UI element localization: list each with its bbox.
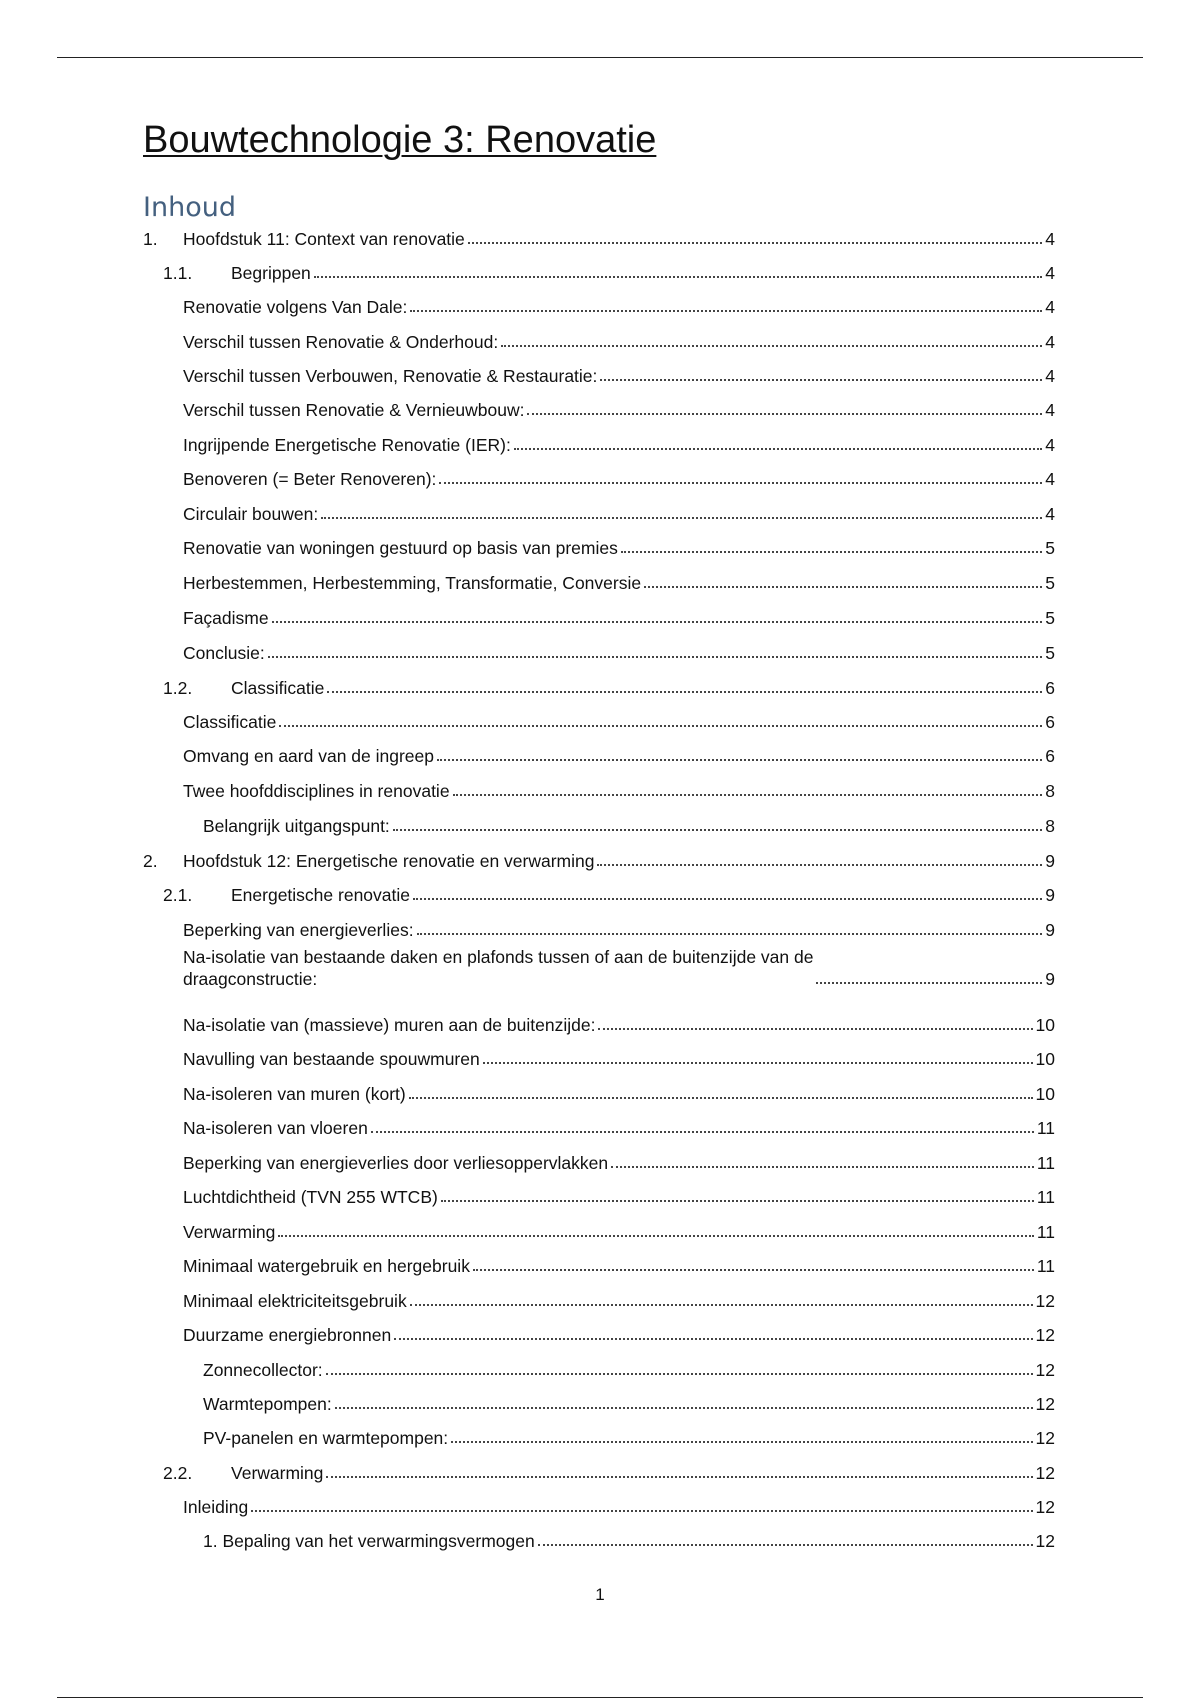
toc-entry-page: 12	[1035, 1463, 1055, 1483]
toc-entry-page: 12	[1035, 1291, 1055, 1311]
toc-entry-text: Verwarming	[183, 1222, 276, 1242]
toc-entry[interactable]	[183, 1219, 1055, 1243]
toc-leader-dots	[816, 982, 1042, 984]
toc-entry-text: Navulling van bestaande spouwmuren	[183, 1049, 480, 1069]
toc-heading: Inhoud	[143, 192, 236, 223]
toc-entry-text: Verschil tussen Renovatie & Vernieuwbouw:	[183, 400, 525, 420]
toc-entry-text: Minimaal watergebruik en hergebruik	[183, 1256, 470, 1276]
toc-entry-text: Na-isolatie van (massieve) muren aan de buitenzijde:	[183, 1015, 596, 1035]
toc-entry[interactable]	[183, 1288, 1055, 1312]
toc-entry-page: 9	[1045, 920, 1055, 940]
toc-leader-dots	[527, 413, 1042, 415]
toc-entry-text: Circulair bouwen:	[183, 504, 319, 524]
toc-entry-text: Minimaal elektriciteitsgebruik	[183, 1291, 407, 1311]
toc-entry[interactable]	[163, 675, 1055, 699]
toc-entry-text: Duurzame energiebronnen	[183, 1325, 392, 1345]
toc-entry-text: PV-panelen en warmtepompen:	[203, 1428, 449, 1448]
toc-entry-page: 11	[1036, 1118, 1055, 1138]
toc-entry[interactable]	[183, 1253, 1055, 1277]
toc-entry-text: Twee hoofddisciplines in renovatie	[183, 781, 450, 801]
toc-leader-dots	[413, 898, 1042, 900]
toc-entry-text: Omvang en aard van de ingreep	[183, 746, 434, 766]
toc-entry-page: 6	[1045, 678, 1055, 698]
toc-entry[interactable]	[183, 1046, 1055, 1070]
toc-entry-text: Classificatie	[231, 678, 325, 698]
toc-entry-page: 4	[1045, 435, 1055, 455]
toc-entry-page: 5	[1045, 538, 1055, 558]
toc-entry-text: Classificatie	[183, 712, 277, 732]
toc-entry[interactable]	[183, 1012, 1055, 1036]
toc-leader-dots	[437, 759, 1042, 761]
toc-entry[interactable]	[163, 260, 1055, 284]
toc-entry[interactable]	[183, 294, 1055, 318]
toc-leader-dots	[278, 1235, 1033, 1237]
toc-leader-dots	[321, 517, 1042, 519]
toc-entry-text: 1. Bepaling van het verwarmingsvermogen	[203, 1531, 535, 1551]
toc-leader-dots	[279, 725, 1042, 727]
toc-entry-page: 11	[1036, 1256, 1055, 1276]
toc-entry-text: Warmtepompen:	[203, 1394, 332, 1414]
toc-entry-page: 8	[1045, 816, 1055, 836]
toc-entry[interactable]	[183, 778, 1055, 802]
toc-entry-text: Inleiding	[183, 1497, 249, 1517]
toc-entry[interactable]	[183, 944, 1055, 990]
toc-leader-dots	[621, 551, 1042, 553]
toc-entry[interactable]	[183, 432, 1055, 456]
toc-entry-text: Beperking van energieverlies door verliesoppervlakken	[183, 1153, 609, 1173]
toc-entry[interactable]	[183, 535, 1055, 559]
toc-leader-dots	[644, 586, 1042, 588]
toc-leader-dots	[326, 1476, 1032, 1478]
toc-leader-dots	[598, 1028, 1032, 1030]
toc-entry-page: 9	[1045, 851, 1055, 871]
toc-entry-page: 8	[1045, 781, 1055, 801]
toc-leader-dots	[417, 933, 1043, 935]
toc-entry-number: 1.1.	[163, 263, 193, 283]
toc-entry-page: 4	[1045, 504, 1055, 524]
toc-leader-dots	[394, 1338, 1032, 1340]
toc-entry-page: 12	[1035, 1531, 1055, 1551]
toc-entry[interactable]	[203, 1425, 1055, 1449]
toc-entry[interactable]	[203, 1528, 1055, 1552]
toc-entry-number: 2.1.	[163, 885, 193, 905]
toc-leader-dots	[251, 1510, 1032, 1512]
toc-entry-text: Na-isoleren van muren (kort)	[183, 1084, 406, 1104]
toc-entry-text: Beperking van energieverlies:	[183, 920, 414, 940]
toc-entry[interactable]	[183, 640, 1055, 664]
page-number: 1	[595, 1585, 605, 1604]
toc-entry[interactable]	[143, 848, 1055, 872]
toc-leader-dots	[514, 448, 1042, 450]
toc-entry-text: Ingrijpende Energetische Renovatie (IER):	[183, 435, 511, 455]
toc-entry-text: Begrippen	[231, 263, 311, 283]
toc-leader-dots	[611, 1166, 1034, 1168]
toc-leader-dots	[439, 482, 1042, 484]
toc-leader-dots	[268, 656, 1043, 658]
toc-entry[interactable]	[183, 709, 1055, 733]
toc-entry-page: 4	[1045, 366, 1055, 386]
toc-entry-text: Façadisme	[183, 608, 269, 628]
toc-leader-dots	[483, 1062, 1033, 1064]
toc-entry[interactable]	[183, 1150, 1055, 1174]
toc-leader-dots	[409, 1097, 1033, 1099]
toc-entry-page: 4	[1045, 229, 1055, 249]
toc-entry[interactable]	[183, 1115, 1055, 1139]
toc-entry[interactable]	[203, 1357, 1055, 1381]
toc-leader-dots	[538, 1544, 1033, 1546]
toc-entry-page: 10	[1035, 1084, 1055, 1104]
toc-entry[interactable]	[163, 1460, 1055, 1484]
toc-entry-text: Verschil tussen Verbouwen, Renovatie & Restauratie:	[183, 366, 598, 386]
toc-entry-page: 11	[1036, 1187, 1055, 1207]
footer-rule	[57, 1697, 1143, 1698]
toc-entry[interactable]	[143, 226, 1055, 250]
toc-entry-text: Na-isoleren van vloeren	[183, 1118, 368, 1138]
toc-entry-page: 6	[1045, 712, 1055, 732]
toc-entry-page: 4	[1045, 263, 1055, 283]
toc-leader-dots	[327, 691, 1042, 693]
toc-entry-number: 2.	[143, 851, 158, 871]
toc-entry-page: 12	[1035, 1428, 1055, 1448]
toc-leader-dots	[453, 794, 1043, 796]
toc-leader-dots	[314, 276, 1042, 278]
toc-entry[interactable]	[183, 501, 1055, 525]
toc-entry-text-continued: draagconstructie:	[183, 969, 318, 989]
toc-entry-text: Verwarming	[231, 1463, 324, 1483]
toc-entry-text: Benoveren (= Beter Renoveren):	[183, 469, 437, 489]
toc-entry-page: 4	[1045, 332, 1055, 352]
toc-leader-dots	[410, 310, 1042, 312]
toc-leader-dots	[410, 1304, 1033, 1306]
toc-entry[interactable]	[183, 466, 1055, 490]
toc-entry-text: Hoofdstuk 12: Energetische renovatie en verwarming	[183, 851, 595, 871]
toc-entry-text: Na-isolatie van bestaande daken en plafonds tussen of aan de buitenzijde van de	[183, 947, 814, 967]
toc-entry-page: 5	[1045, 643, 1055, 663]
toc-leader-dots	[600, 379, 1042, 381]
toc-entry-page: 11	[1036, 1222, 1055, 1242]
toc-entry-page: 12	[1035, 1360, 1055, 1380]
toc-entry-number: 1.	[143, 229, 158, 249]
toc-leader-dots	[473, 1269, 1034, 1271]
toc-entry-page: 4	[1045, 297, 1055, 317]
toc-entry-text: Belangrijk uitgangspunt:	[203, 816, 390, 836]
toc-entry[interactable]	[183, 363, 1055, 387]
toc-entry-page: 4	[1045, 469, 1055, 489]
toc-entry-number: 1.2.	[163, 678, 193, 698]
toc-entry[interactable]	[203, 1391, 1055, 1415]
toc-entry-page: 12	[1035, 1325, 1055, 1345]
toc-entry-text: Luchtdichtheid (TVN 255 WTCB)	[183, 1187, 438, 1207]
toc-entry-page: 5	[1045, 608, 1055, 628]
toc-entry-page: 11	[1036, 1153, 1055, 1173]
toc-entry[interactable]	[183, 1184, 1055, 1208]
toc-entry-page: 9	[1045, 969, 1055, 989]
toc-leader-dots	[371, 1131, 1034, 1133]
toc-leader-dots	[335, 1407, 1033, 1409]
toc-entry-page: 4	[1045, 400, 1055, 420]
toc-leader-dots	[272, 621, 1043, 623]
toc-leader-dots	[393, 829, 1042, 831]
toc-entry-text: Energetische renovatie	[231, 885, 410, 905]
toc-entry[interactable]	[183, 1081, 1055, 1105]
toc-entry-page: 10	[1035, 1049, 1055, 1069]
toc-entry[interactable]	[183, 397, 1055, 421]
toc-entry[interactable]	[203, 813, 1055, 837]
toc-leader-dots	[441, 1200, 1034, 1202]
toc-entry[interactable]	[163, 882, 1055, 906]
document-title: Bouwtechnologie 3: Renovatie	[143, 119, 657, 161]
toc-leader-dots	[468, 242, 1042, 244]
toc-entry-text: Verschil tussen Renovatie & Onderhoud:	[183, 332, 499, 352]
toc-entry-text: Hoofdstuk 11: Context van renovatie	[183, 229, 465, 249]
toc-entry[interactable]	[183, 743, 1055, 767]
toc-entry-text: Renovatie volgens Van Dale:	[183, 297, 408, 317]
toc-entry[interactable]	[183, 329, 1055, 353]
toc-entry-text: Herbestemmen, Herbestemming, Transformatie, Conversie	[183, 573, 642, 593]
toc-entry-text: Conclusie:	[183, 643, 265, 663]
toc-entry[interactable]	[183, 1322, 1055, 1346]
toc-leader-dots	[326, 1373, 1033, 1375]
toc-entry-page: 12	[1035, 1497, 1055, 1517]
toc-entry-page: 10	[1035, 1015, 1055, 1035]
toc-entry[interactable]	[183, 1494, 1055, 1518]
toc-entry-number: 2.2.	[163, 1463, 193, 1483]
toc-entry-page: 5	[1045, 573, 1055, 593]
toc-entry[interactable]	[183, 605, 1055, 629]
toc-entry-text: Zonnecollector:	[203, 1360, 323, 1380]
toc-entry-text: Renovatie van woningen gestuurd op basis van premies	[183, 538, 618, 558]
toc-leader-dots	[501, 345, 1042, 347]
toc-entry-page: 9	[1045, 885, 1055, 905]
toc-entry-page: 6	[1045, 746, 1055, 766]
toc-entry-page: 12	[1035, 1394, 1055, 1414]
toc-leader-dots	[451, 1441, 1032, 1443]
toc-entry[interactable]	[183, 917, 1055, 941]
toc-leader-dots	[597, 864, 1042, 866]
toc-entry[interactable]	[183, 570, 1055, 594]
